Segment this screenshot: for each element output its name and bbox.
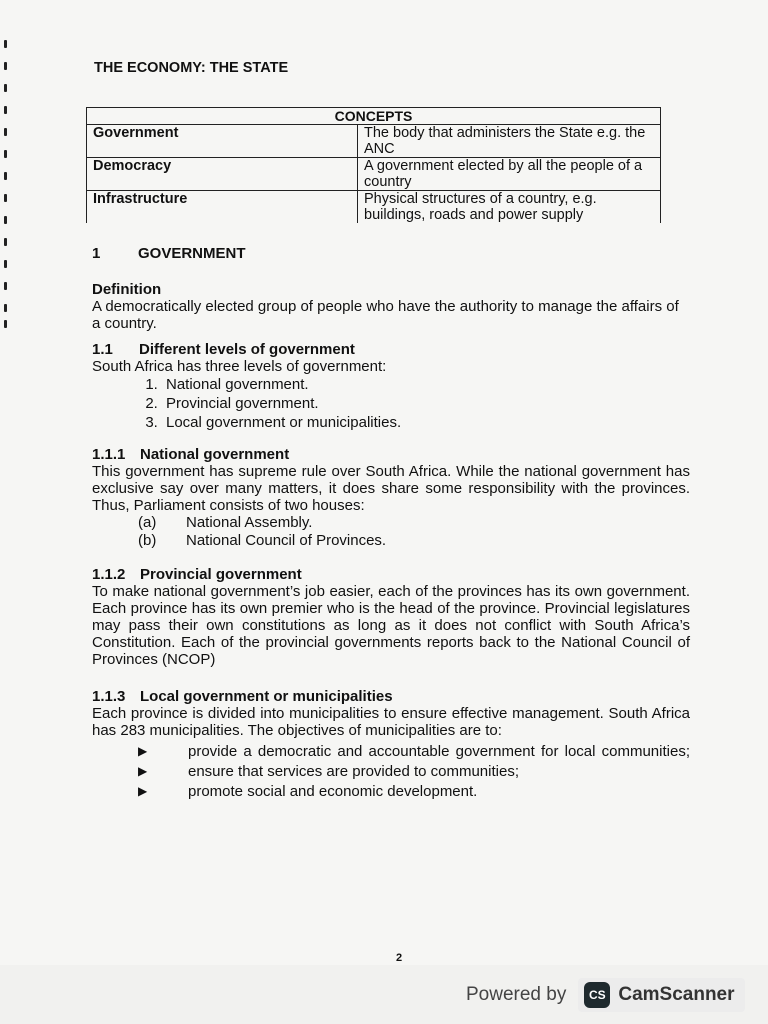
- section-1-1-3-heading: [92, 688, 690, 705]
- list-item: 2. Provincial government.: [162, 394, 690, 413]
- definition-text: A democratically elected group of people who have the authority to manage the affairs of a country.: [92, 298, 679, 332]
- concepts-table-header: CONCEPTS: [87, 108, 661, 125]
- definition-heading: Definition: [92, 281, 162, 298]
- list-item: [92, 532, 690, 550]
- camscanner-brand: CamScanner: [618, 984, 735, 1005]
- provincial-government-text: To make national government’s job easier, each of the provinces has its own government. Each province has its own premier who is the head of the province. Provincial legislatures may pass their own constitutions as long as it does not conflict with South Africa’s Constitution. Each of the provincial governments reports back to the National Council of Provinces (NCOP): [92, 583, 690, 668]
- item-text: provide a democratic and accountable government for local communities;: [188, 743, 690, 760]
- concept-definition: A government elected by all the people of a country: [358, 158, 661, 191]
- item-text: ensure that services are provided to communities;: [188, 763, 519, 780]
- section-number: 1.1.1: [92, 446, 126, 463]
- section-title: National government: [140, 446, 290, 463]
- section-title: Provincial government: [140, 566, 302, 583]
- local-government-text: Each province is divided into municipalities to ensure effective management. South Africa has 283 municipalities. The objectives of municipalities are to:: [92, 705, 690, 739]
- camscanner-badge: [578, 978, 744, 1012]
- document-body: [92, 60, 690, 802]
- bullet-arrow-icon: ▶: [138, 784, 148, 798]
- bullet-arrow-icon: ▶: [138, 764, 148, 778]
- powered-by-label: Powered by: [466, 984, 567, 1005]
- table-row: [87, 158, 661, 191]
- section-number: 1.1: [92, 341, 113, 358]
- section-number: 1.1.3: [92, 688, 126, 705]
- item-text: National Assembly.: [186, 514, 313, 531]
- concept-definition: The body that administers the State e.g. the ANC: [358, 125, 661, 158]
- item-text: National Council of Provinces.: [186, 532, 387, 549]
- concept-term: Government: [87, 125, 358, 158]
- camscanner-logo-icon: CS: [584, 982, 610, 1008]
- list-item: [92, 514, 690, 532]
- list-item: 3. Local government or municipalities.: [162, 413, 690, 432]
- section-title: Local government or municipalities: [140, 688, 393, 705]
- section-number: 1: [92, 245, 101, 262]
- concept-term: Infrastructure: [87, 191, 358, 224]
- list-item: [92, 762, 690, 781]
- section-1-1-1-heading: [92, 446, 690, 463]
- section-1-heading: [92, 245, 690, 262]
- concepts-table: [86, 107, 661, 223]
- section-number: 1.1.2: [92, 566, 126, 583]
- table-row: [87, 125, 661, 158]
- section-1-1-2-heading: [92, 566, 690, 583]
- page-number: 2: [396, 952, 403, 964]
- objectives-list: [92, 742, 690, 801]
- section-title: Different levels of government: [139, 341, 355, 358]
- concept-definition: Physical structures of a country, e.g. buildings, roads and power supply: [358, 191, 661, 224]
- camscanner-watermark: [466, 976, 745, 1014]
- item-label: (a): [138, 514, 157, 531]
- item-label: (b): [138, 532, 157, 549]
- section-1-1-heading: [92, 341, 690, 358]
- concept-term: Democracy: [87, 158, 358, 191]
- table-row: [87, 191, 661, 224]
- binding-holes: [4, 30, 12, 330]
- bullet-arrow-icon: ▶: [138, 744, 148, 758]
- list-item: [92, 782, 690, 801]
- levels-intro: South Africa has three levels of government:: [92, 358, 387, 375]
- levels-list: [92, 375, 690, 432]
- list-item: 1. National government.: [162, 375, 690, 394]
- item-text: promote social and economic development.: [188, 783, 478, 800]
- page-title: THE ECONOMY: THE STATE: [94, 60, 289, 76]
- list-item: [92, 742, 690, 761]
- national-government-text: This government has supreme rule over South Africa. While the national government has exclusive say over many matters, it does share some responsibility with the provinces. Thus, Parliament consists of two houses:: [92, 463, 690, 514]
- section-title: GOVERNMENT: [138, 245, 246, 262]
